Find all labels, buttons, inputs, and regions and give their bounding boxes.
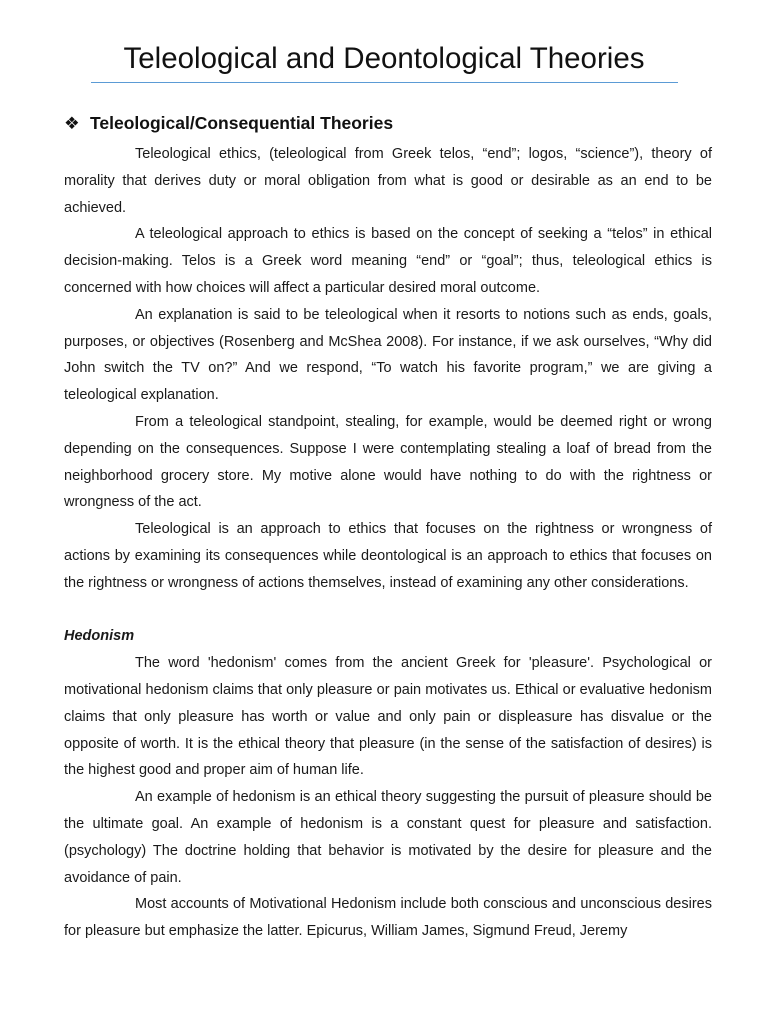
page-title: Teleological and Deontological Theories xyxy=(123,42,645,75)
diamond-bullet-icon: ❖ xyxy=(64,113,80,133)
subheading-hedonism: Hedonism xyxy=(64,628,135,645)
paragraph-teleological-definition: Teleological ethics, (teleological from Greek telos, “end”; logos, “science”), theory of morality that derives duty or moral obligation from what is good or desirable as an end to be achieved. xyxy=(64,146,712,216)
paragraph-teleological-vs-deontological: Teleological is an approach to ethics that focuses on the rightness or wrongness of actions by examining its consequences while deontological is an approach to ethics that focuses on the rightness or wrongness of actions themselves, instead of examining any other considerations. xyxy=(64,521,712,591)
paragraph-hedonism-example: An example of hedonism is an ethical theory suggesting the pursuit of pleasure should be the ultimate goal. An example of hedonism is a constant quest for pleasure and satisfaction. (psychology) The doctrine holding that behavior is motivated by the desire for pleasure and the avoidance of pain. xyxy=(64,789,712,886)
title-underline xyxy=(91,82,678,83)
section-heading-text: Teleological/Consequential Theories xyxy=(90,113,394,133)
section-heading xyxy=(64,111,393,135)
paragraph-telos-approach: A teleological approach to ethics is based on the concept of seeking a “telos” in ethical decision-making. Telos is a Greek word meaning “end” or “goal”; thus, teleological ethics is concerned with how choices will affect a particular desired moral outcome. xyxy=(64,226,712,296)
paragraph-motivational-hedonism: Most accounts of Motivational Hedonism include both conscious and unconscious desires for pleasure but emphasize the latter. Epicurus, William James, Sigmund Freud, Jeremy xyxy=(64,896,712,940)
paragraph-hedonism-definition: The word 'hedonism' comes from the ancient Greek for 'pleasure'. Psychological or motivational hedonism claims that only pleasure or pain motivates us. Ethical or evaluative hedonism claims that only pleasure has worth or value and only pain or displeasure has disvalue or the opposite of worth. It is the ethical theory that pleasure (in the sense of the satisfaction of desires) is the highest good and proper aim of human life. xyxy=(64,655,712,779)
paragraph-stealing-example: From a teleological standpoint, stealing, for example, would be deemed right or wrong depending on the consequences. Suppose I were contemplating stealing a loaf of bread from the neighborhood grocery store. My motive alone would have nothing to do with the rightness or wrongness of the act. xyxy=(64,413,712,511)
body-text xyxy=(64,141,712,945)
paragraph-teleological-explanation: An explanation is said to be teleological when it resorts to notions such as ends, goals, purposes, or objectives (Rosenberg and McShea 2008). For instance, if we ask ourselves, “Why did John switch the TV on?” And we respond, “To watch his favorite program,” we are giving a teleological explanation. xyxy=(64,306,712,404)
